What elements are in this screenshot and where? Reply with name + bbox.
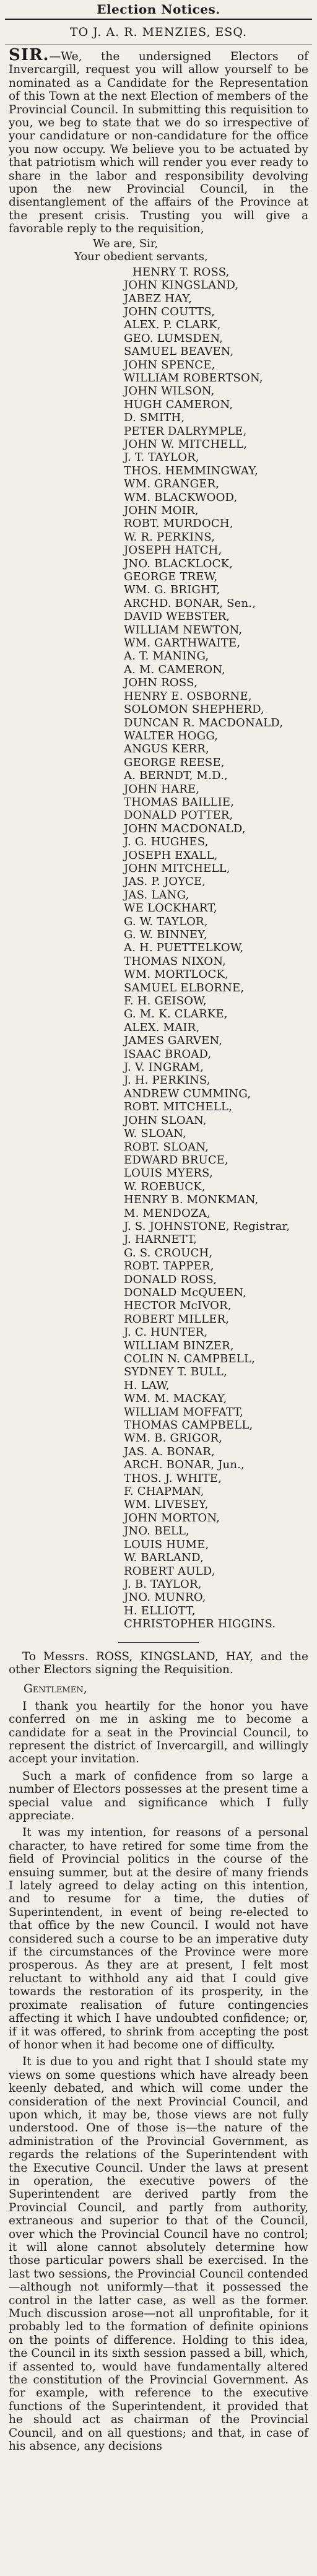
signatory-name: W. SLOAN, (124, 1127, 186, 1141)
signatory-name: J. S. JOHNSTONE, Registrar, (124, 1219, 290, 1233)
reply-salutation: Gentlemen, (24, 1682, 87, 1696)
signatory-name: ARCHD. BONAR, Sen., (124, 596, 256, 610)
signatory-name: THOMAS CAMPBELL, (124, 1419, 253, 1432)
signatory-name: DUNCAN R. MACDONALD, (124, 716, 284, 729)
addressee-heading: TO J. A. R. MENZIES, ESQ. (69, 25, 248, 39)
signatory-name: A. H. PUETTELKOW, (124, 941, 244, 955)
signatory-name: JOHN SPENCE, (124, 358, 215, 372)
signatory-name: D. SMITH, (124, 411, 185, 425)
signatory-name: WILLIAM NEWTON, (124, 623, 243, 637)
signatory-name: JOHN MACDONALD, (124, 822, 246, 835)
requisition-body: —We, the undersigned Electors of Invercargill, request you will allow yourself to be nominated as a Candidate for the Representation of this Town at the next Election of members of the Provincial Council. In submitting this requisition to you, we beg to state that we do so irrespective of your candidature or non-candidature for the office you now occupy. We believe you to be actuated by that patriotism which will render you ever ready to share in the labor and responsibility devolving upon the new Provincial Council, in the disentanglement of the affairs of the Province at the present crisis. Trusting you will give a favorable reply to the requisition, (9, 50, 308, 236)
signatory-name: JABEZ HAY, (124, 292, 193, 305)
signatory-name: HENRY B. MONKMAN, (124, 1193, 259, 1207)
signatory-name: WE LOCKHART, (124, 902, 217, 915)
signatory-name: JNO. BELL, (124, 1525, 190, 1538)
signatory-name: GEORGE TREW, (124, 570, 218, 584)
signatory-name: ROBT. MITCHELL, (124, 1100, 233, 1114)
signatory-name: WM. MORTLOCK, (124, 968, 229, 981)
opening-cap: SIR. (9, 46, 50, 64)
signatory-name: GEORGE REESE, (124, 755, 225, 769)
signatory-name: THOMAS BAILLIE, (124, 795, 235, 809)
signatory-name: WM. B. GRIGOR, (124, 1432, 223, 1445)
signatory-name: WM. BLACKWOOD, (124, 490, 238, 504)
signatory-name: A. T. MANING, (124, 650, 209, 663)
section-title: Election Notices. (97, 2, 220, 17)
signatory-name: JOHN SLOAN, (124, 1113, 207, 1127)
signatory-name: WILLIAM MOFFATT, (124, 1405, 244, 1419)
signatory-name: M. MENDOZA, (124, 1206, 211, 1220)
section-divider (118, 1642, 199, 1643)
signatory-name: JAMES GARVEN, (124, 1034, 223, 1048)
signatory-name: ROBT. MURDOCH, (124, 517, 233, 531)
signatory-name: G. M. K. CLARKE, (124, 1007, 228, 1021)
signatory-name: JOHN W. MITCHELL, (124, 437, 248, 451)
signatory-list (0, 266, 317, 1631)
signatory-name: ROBT. SLOAN, (124, 1140, 209, 1154)
letter-closing (0, 237, 317, 263)
signatory-name: A. BERNDT, M.D., (124, 769, 228, 783)
signatory-name: DONALD POTTER, (124, 809, 233, 822)
signatory-name: GEO. LUMSDEN, (124, 331, 224, 345)
signatory-name: ANDREW CUMMING, (124, 1087, 251, 1100)
signatory-name: LOUIS MYERS, (124, 1167, 213, 1180)
signatory-name: W. BARLAND, (124, 1551, 204, 1565)
signatory-name: ROBT. TAPPER, (124, 1260, 214, 1273)
signatory-name: SAMUEL BEAVEN, (124, 345, 234, 359)
signatory-name: F. CHAPMAN, (124, 1485, 204, 1499)
reply-paragraph: It is due to you and right that I should state my views on some questions which have already been keenly debated, and which will come under the consideration of the next Provincial Council, and upon which, it may be, those views are not fully understood. One of those is—the nature of the administration of the Provincial Government, as regards the relations of the Superintendent with the Executive Council. Under the laws at present in operation, the executive powers of the Superintendent are derived partly from the Provincial Council, and partly from authority, extraneous and superior to that of the Council, over which the Provincial Council have no control; it will alone cannot absolutely determine how those particular powers shall be exercised. In the last two sessions, the Provincial Council contended—although not uniformly—that it possessed the control in the latter case, as well as the former. Much discussion arose—not all unprofitable, for it probably led to the formation of definite opinions on the points of difference. Holding to this idea, the Council in its sixth session passed a bill, which, if assented to, would have fundamentally altered the constitution of the Provincial Government. As for example, with reference to the executive functions of the Superintendent, it provided that he should act as chairman of the Provincial Council, and on all questions; and that, in case of his absence, any decisions (9, 2055, 308, 2453)
signatory-name: JAS. A. BONAR, (124, 1445, 215, 1458)
reply-paragraph: Such a mark of confidence from so large a number of Electors possesses at the present time a special value and significance which I fully appreciate. (9, 1769, 308, 1822)
signatory-name: THOS. J. WHITE, (124, 1471, 222, 1485)
signatory-name: COLIN N. CAMPBELL, (124, 1352, 256, 1365)
signatory-name: WALTER HOGG, (124, 729, 219, 742)
signatory-name: WILLIAM ROBERTSON, (124, 371, 263, 385)
signatory-name: JNO. MUNRO, (124, 1591, 206, 1604)
signatory-name: J. V. INGRAM, (124, 1061, 204, 1074)
signatory-name: H. LAW, (124, 1378, 170, 1392)
signatory-name: ANGUS KERR, (124, 742, 209, 756)
signatory-name: ISAAC BROAD, (124, 1047, 212, 1061)
signatory-name: WM. GARTHWAITE, (124, 637, 241, 650)
signatory-name: SAMUEL ELBORNE, (124, 981, 245, 994)
reply-paragraph: I thank you heartily for the honor you have conferred on me in asking me to become a candidate for a seat in the Provincial Council, to represent the district of Invercargill, and willingly accept your invitation. (9, 1699, 308, 1766)
signatory-name: W. R. PERKINS, (124, 530, 215, 544)
signatory-name: J. T. TAYLOR, (124, 451, 199, 464)
signatory-name: WILLIAM BINZER, (124, 1339, 234, 1352)
signatory-name: SYDNEY T. BULL, (124, 1365, 227, 1379)
signatory-name: WM. G. BRIGHT, (124, 583, 220, 597)
signatory-name: JOHN MOIR, (124, 504, 199, 517)
signatory-name: ALEX. P. CLARK, (124, 318, 221, 332)
signatory-name: WM. M. MACKAY, (124, 1392, 227, 1406)
requisition-letter (9, 46, 308, 236)
reply-address (9, 1650, 308, 1677)
signatory-name: JOHN HARE, (124, 782, 200, 796)
signatory-name: HENRY E. OSBORNE, (124, 689, 252, 703)
closing-line-1: We are, Sir, (93, 237, 158, 250)
signatory-name: A. M. CAMERON, (124, 663, 226, 676)
signatory-name: ROBERT MILLER, (124, 1312, 230, 1326)
signatory-name: JOHN MITCHELL, (124, 861, 230, 875)
signatory-name: JAS. P. JOYCE, (124, 875, 206, 889)
signatory-name: G. S. CROUCH, (124, 1246, 213, 1260)
signatory-name: ALEX. MAIR, (124, 1020, 200, 1034)
signatory-name: J. C. HUNTER, (124, 1326, 208, 1339)
signatory-name: THOS. HEMMINGWAY, (124, 464, 259, 477)
signatory-name: SOLOMON SHEPHERD, (124, 703, 265, 716)
signatory-name: H. ELLIOTT, (124, 1604, 196, 1617)
signatory-name: DAVID WEBSTER, (124, 610, 230, 624)
signatory-name: JOHN WILSON, (124, 385, 215, 398)
signatory-name: DONALD ROSS, (124, 1273, 217, 1286)
signatory-name: JOHN KINGSLAND, (124, 279, 239, 292)
signatory-name: J. B. TAYLOR, (124, 1577, 202, 1591)
signatory-name: DONALD McQUEEN, (124, 1286, 247, 1299)
signatory-name: G. W. TAYLOR, (124, 915, 208, 928)
signatory-name: W. ROEBUCK, (124, 1180, 206, 1193)
signatory-name: J. G. HUGHES, (124, 835, 209, 849)
signatory-name: JOHN COUTTS, (124, 305, 215, 318)
signatory-name: F. H. GEISOW, (124, 994, 207, 1008)
signatory-name: J. HARNETT, (124, 1233, 198, 1247)
signatory-name: J. H. PERKINS, (124, 1074, 211, 1087)
signatory-name: ROBERT AULD, (124, 1564, 215, 1578)
signatory-name: JOSEPH EXALL, (124, 848, 218, 862)
signatory-name: JOHN ROSS, (124, 676, 198, 690)
closing-line-2: Your obedient servants, (74, 250, 208, 263)
signatory-name: JAS. LANG, (124, 888, 189, 902)
signatory-name: CHRISTOPHER HIGGINS. (124, 1617, 276, 1631)
signatory-name: G. W. BINNEY, (124, 928, 207, 941)
signatory-name: JNO. BLACKLOCK, (124, 557, 233, 570)
signatory-name: LOUIS HUME, (124, 1538, 209, 1551)
signatory-name: HECTOR McIVOR, (124, 1299, 232, 1313)
signatory-name: WM. GRANGER, (124, 477, 220, 491)
signatory-name: ARCH. BONAR, Jun., (124, 1458, 245, 1472)
signatory-name: EDWARD BRUCE, (124, 1153, 229, 1167)
signatory-name: WM. LIVESEY, (124, 1498, 209, 1512)
signatory-name: JOHN MORTON, (124, 1511, 220, 1525)
reply-to-line: To Messrs. ROSS, KINGSLAND, HAY, and the other Electors signing the Requisition. (9, 1650, 308, 1676)
signatory-name: HUGH CAMERON, (124, 398, 233, 411)
signatory-name: HENRY T. ROSS, (132, 265, 230, 279)
reply-paragraph: It was my intention, for reasons of a personal character, to have retired for some time from the field of Provincial politics in the course of the ensuing summer, but at the desire of many friends I lately agreed to delay acting on this intention, and to resume for a time, the duties of Superintendent, in event of being re-elected to that office by the new Council. I would not have considered such a course to be an imperative duty if the circumstances of the Province were more prosperous. As they are at present, I felt most reluctant to withhold any aid that I could give towards the restoration of its prosperity, in the proximate realisation of future contingencies affecting it which I have undoubted confidence; or, if it was offered, to shrink from accepting the post of honor when it had become one of difficulty. (9, 1826, 308, 2052)
signatory-name: PETER DALRYMPLE, (124, 424, 247, 438)
signatory-name: THOMAS NIXON, (124, 954, 226, 968)
signatory-name: JOSEPH HATCH, (124, 544, 222, 557)
